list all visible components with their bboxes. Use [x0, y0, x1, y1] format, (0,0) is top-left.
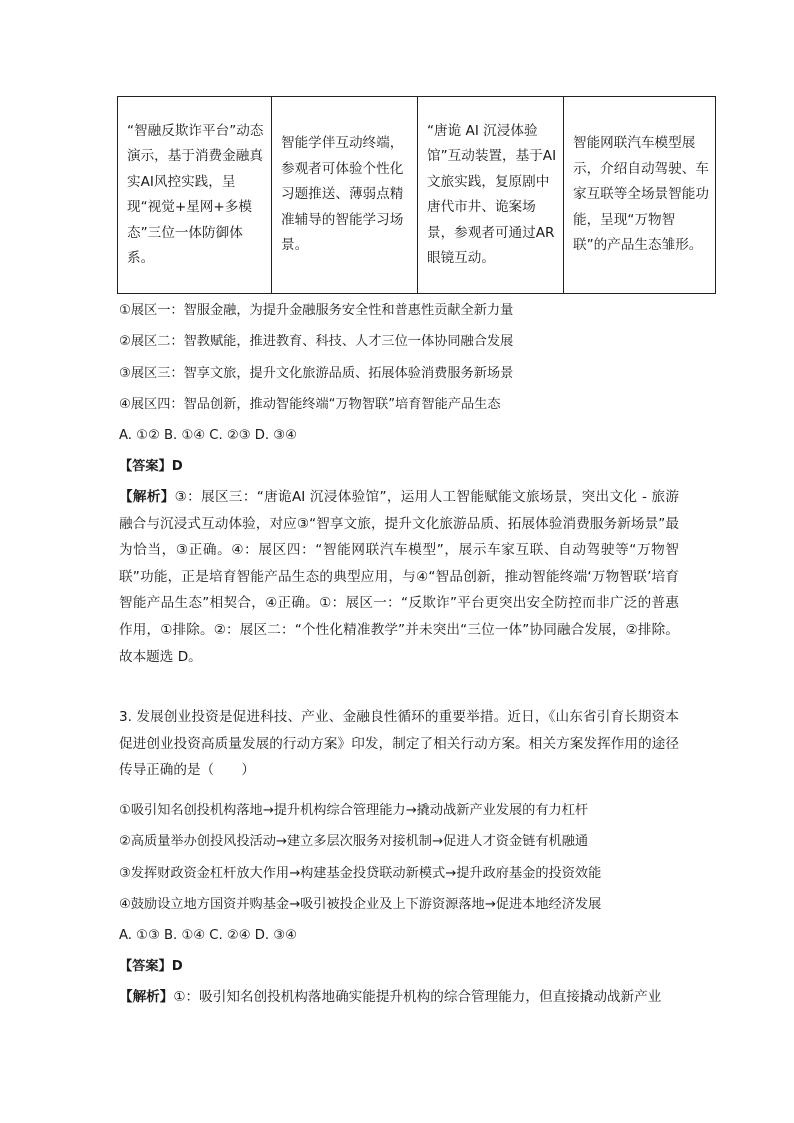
q3-option-2: ②高质量举办创投风投活动→建立多层次服务对接机制→促进人才资金链有机融通: [119, 834, 589, 849]
table-cell-exhibit-4: 智能网联汽车模型展示，介绍自动驾驶、车家互联等全场景智能功能，呈现“万物智联”的产品生态雏形。: [564, 97, 716, 294]
q3-analysis: [119, 984, 679, 1012]
q2-analysis-label: 【解析】: [119, 489, 175, 505]
q3-choices: A. ①③ B. ①④ C. ②④ D. ③④: [119, 928, 297, 943]
table-cell-exhibit-3: “唐诡 AI 沉浸体验馆”互动装置，基于AI 文旅实践，复原剧中唐代市井、诡案场景，参观者可通过AR 眼镜互动。: [418, 97, 564, 294]
q2-analysis-text: ③：展区三：“唐诡AI 沉浸体验馆”，运用人工智能赋能文旅场景，突出文化 - 旅游融合与沉浸式互动体验，对应③“智享文旅，提升文化旅游品质、拓展体验消费服务新场景”最为恰当，③正确。④：展区四：“智能网联汽车模型”，展示车家互联、自动驾驶等“万物智联”功能，正是培育智能产品生态的典型应用，与④“智品创新，推动智能终端‘万物智联’培育智能产品生态”相契合，④正确。①：展区一：“反欺诈”平台更突出安全防控而非广泛的普惠作用，①排除。②：展区二：“个性化精准教学”并未突出“三位一体”协同融合发展，②排除。故本题选 D。: [119, 489, 680, 665]
q2-option-3: ③展区三：智享文旅，提升文化旅游品质、拓展体验消费服务新场景: [119, 366, 514, 381]
q3-analysis-label: 【解析】: [119, 989, 174, 1005]
q2-analysis: [119, 484, 679, 698]
table-cell-exhibit-2: 智能学伴互动终端，参观者可体验个性化习题推送、薄弱点精准辅导的智能学习场景。: [272, 97, 418, 294]
q2-option-2: ②展区二：智教赋能，推进教育、科技、人才三位一体协同融合发展: [119, 334, 514, 349]
table-row: [118, 97, 716, 294]
q2-answer: 【答案】D: [119, 459, 183, 474]
q3-analysis-text: ①：吸引知名创投机构落地确实能提升机构的综合管理能力，但直接撬动战新产业: [173, 989, 662, 1005]
q3-option-1: ①吸引知名创投机构落地→提升机构综合管理能力→撬动战新产业发展的有力杠杆: [119, 803, 589, 818]
q3-option-3: ③发挥财政资金杠杆放大作用→构建基金投贷联动新模式→提升政府基金的投资效能: [119, 866, 602, 881]
q3-option-4: ④鼓励设立地方国资并购基金→吸引被投企业及上下游资源落地→促进本地经济发展: [119, 897, 602, 912]
q3-answer: 【答案】D: [119, 959, 183, 974]
exhibit-table: [117, 96, 716, 294]
q2-option-1: ①展区一：智服金融，为提升金融服务安全性和普惠性贡献全新力量: [119, 303, 514, 318]
q2-choices: A. ①② B. ①④ C. ②③ D. ③④: [119, 428, 297, 443]
q2-option-4: ④展区四：智品创新，推动智能终端“万物智联”培育智能产品生态: [119, 397, 501, 412]
table-cell-exhibit-1: “智融反欺诈平台”动态演示，基于消费金融真实AI风控实践，呈现“视觉+星网+多模态”三位一体防御体系。: [118, 97, 272, 294]
q3-stem: 3. 发展创业投资是促进科技、产业、金融良性循环的重要举措。近日，《山东省引育长期资本促进创业投资高质量发展的行动方案》印发，制定了相关行动方案。相关方案发挥作用的途径传导正确的是（ ）: [119, 709, 679, 779]
